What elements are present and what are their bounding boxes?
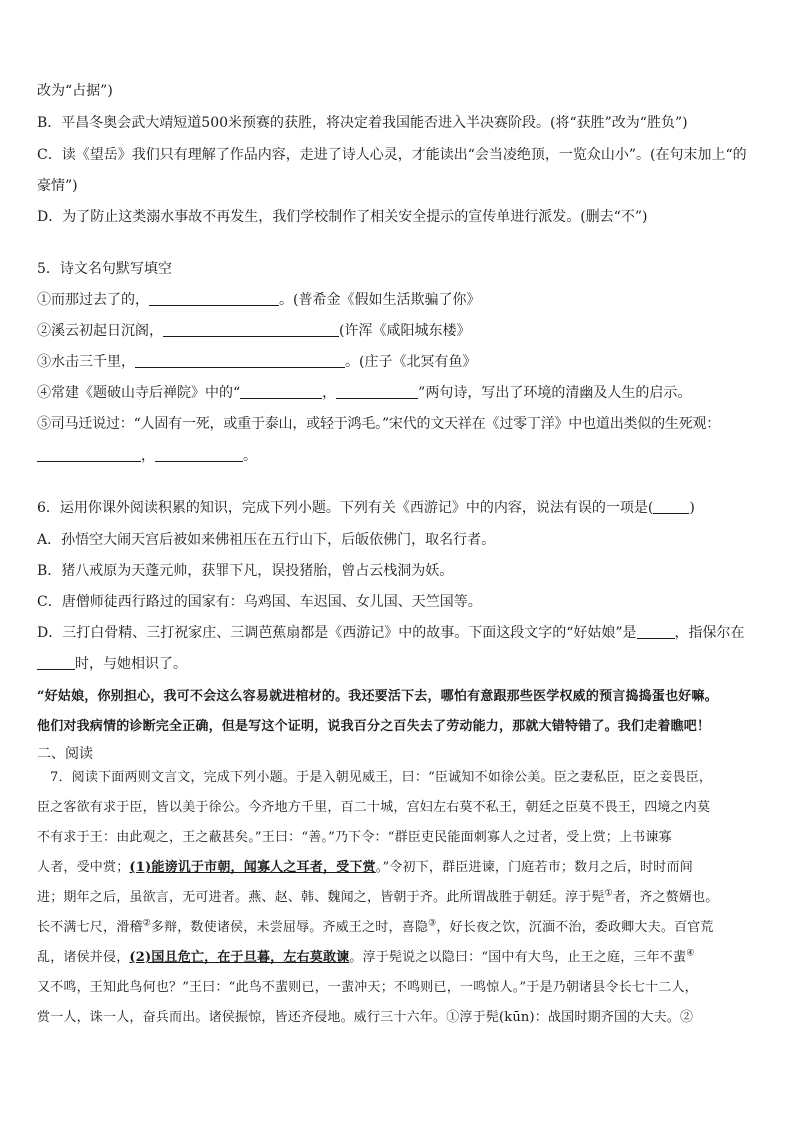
q7-line2: 臣之客欲有求于臣，皆以美于徐公。今齐地方千里，百二十城，宫妇左右莫不私王，朝廷之臣莫不畏王，四境之内莫: [37, 800, 711, 815]
q7-line5: [37, 888, 764, 908]
q5-item-4: [37, 383, 764, 403]
q5-blank-3[interactable]: [135, 353, 345, 368]
q5-item1-source: 。(普希金《假如生活欺骗了你》: [279, 292, 481, 308]
q7-line7: [37, 948, 764, 968]
q5-blank-5b[interactable]: [155, 447, 243, 462]
q7-line6-mid: 多辩，数使诸侯，未尝屈辱。齐威王之时，喜隐: [150, 920, 429, 935]
q6-stem-close: ): [689, 500, 695, 516]
q7-line9: 赏一人，诛一人，奋兵而出。诸侯振惊，皆还齐侵地。威行三十六年。①淳于髡(kūn)：战国时期齐国的大夫。②: [37, 1010, 694, 1025]
q7-line7-pre: 乱，诸侯并侵，: [37, 950, 130, 965]
q6-blank-girl[interactable]: [637, 624, 675, 639]
footnote-marker-2: ②: [142, 918, 151, 929]
q5-item2-prefix: ②溪云初起日沉阁，: [37, 323, 163, 339]
q5-item2-source: (许浑《咸阳城东楼》: [339, 323, 471, 339]
q5-item-1: [37, 290, 764, 310]
q6-option-d-line2: [37, 654, 764, 674]
q4-continuation: 改为“占据”): [37, 83, 113, 99]
q7-line8: 又不鸣，王知此鸟何也？”王曰：“此鸟不蜚则已，一蜚冲天；不鸣则已，一鸣惊人。”于是乃朝诸县令长七十二人，: [37, 980, 698, 995]
q4-option-c-line2: 豪情”): [37, 178, 78, 194]
q5-item-2: [37, 321, 764, 341]
q7-line6: [37, 918, 764, 938]
q7-line1: 7．阅读下面两则文言文，完成下列小题。于是入朝见威王，曰：“臣诚知不如徐公美。臣之妻私臣，臣之妾畏臣，: [50, 770, 713, 785]
q5-item3-prefix: ③水击三千里，: [37, 354, 135, 370]
q5-item4-suffix: ”两句诗，写出了环境的清幽及人生的启示。: [418, 385, 692, 401]
q5-item4-prefix: ④常建《题破山寺后禅院》中的“: [37, 385, 241, 401]
q6-optd-text3: 时，与她相识了。: [75, 656, 187, 672]
q5-item4-comma: ，: [322, 385, 337, 401]
q5-item5-comma: ，: [141, 448, 155, 464]
q7-line4-pre: 人者，受中赏；: [37, 860, 130, 875]
q6-blank-when[interactable]: [37, 655, 75, 670]
section-reading-title: 二、阅读: [37, 746, 93, 762]
q6-option-c: C．唐僧师徒西行路过的国家有：乌鸡国、车迟国、女儿国、天竺国等。: [37, 594, 482, 610]
q5-item-3: [37, 352, 764, 372]
q6-stem: [37, 498, 764, 518]
q7-line3: 不有求于王：由此观之，王之蔽甚矣。”王曰：“善。”乃下令：“群臣吏民能面刺寡人之过者，受上赏；上书谏寡: [37, 830, 672, 845]
q6-option-b: B．猪八戒原为天蓬元帅，获罪下凡，误投猪胎，曾占云栈洞为妖。: [37, 563, 454, 579]
footnote-marker-4: ④: [686, 948, 695, 959]
q7-line4-post: 。”令初下，群臣进谏，门庭若市；数月之后，时时而间: [375, 860, 693, 875]
q6-option-a: A．孙悟空大闹天宫后被如来佛祖压在五行山下，后皈依佛门，取名行者。: [37, 532, 496, 548]
q5-blank-1[interactable]: [149, 291, 279, 306]
q5-item-5-line1: ⑤司马迁说过：“人固有一死，或重于泰山，或轻于鸿毛。”宋代的文天祥在《过零丁洋》中也道出类似的生死观：: [37, 416, 721, 432]
q5-blank-5a[interactable]: [37, 447, 141, 462]
q7-line4: [37, 858, 764, 878]
q6-option-d-line1: [37, 623, 764, 643]
q4-option-c-line1: C．读《望岳》我们只有理解了作品内容，走进了诗人心灵，才能读出“会当凌绝顶，一览众山小”。(在句末加上“的: [37, 147, 747, 163]
q7-line5-pre: 进；期年之后，虽欲言，无可进者。燕、赵、韩、魏闻之，皆朝于齐。此所谓战胜于朝廷。淳于髡: [37, 890, 605, 905]
q6-stem-text: 6．运用你课外阅读积累的知识，完成下列小题。下列有关《西游记》中的内容，说法有误的一项是(: [37, 500, 654, 516]
q5-title: 5．诗文名句默写填空: [37, 261, 172, 277]
q5-blank-4b[interactable]: [336, 384, 418, 399]
q7-underlined-sentence-2: (2)国且危亡，在于旦暮，左右莫敢谏: [129, 950, 350, 965]
q4-option-d: D．为了防止这类溺水事故不再发生，我们学校制作了相关安全提示的宣传单进行派发。(删去“不”): [37, 209, 648, 225]
q7-underlined-sentence-1: (1)能谤讥于市朝，闻寡人之耳者，受下赏: [129, 860, 376, 875]
q5-blank-2[interactable]: [163, 322, 339, 337]
q6-quote-line2: 他们对我病情的诊断完全正确，但是写这个证明，说我百分之百失去了劳动能力，那就大错特错了。我们走着瞧吧！: [37, 719, 711, 734]
q6-optd-text2: ，指保尔在: [674, 625, 745, 641]
q7-line6-pre: 长不满七尺，滑稽: [37, 920, 143, 935]
q5-item5-end: 。: [243, 448, 257, 464]
q5-item-5-line2: [37, 446, 764, 466]
q5-blank-4a[interactable]: [240, 384, 322, 399]
q4-option-b: B．平昌冬奥会武大靖短道500米预赛的获胜，将决定着我国能否进入半决赛阶段。(将“获胜”改为“胜负”): [37, 115, 688, 131]
q7-line7-post: 。淳于髡说之以隐曰：“国中有大鸟，止王之庭，三年不蜚: [349, 950, 687, 965]
q6-optd-text: D．三打白骨精、三打祝家庄、三调芭蕉扇都是《西游记》中的故事。下面这段文字的“好姑娘”是: [37, 625, 637, 641]
q7-line6-post: ，好长夜之饮，沉湎不治，委政卿大夫。百官荒: [436, 920, 714, 935]
footnote-marker-1: ①: [604, 888, 613, 899]
q5-item1-prefix: ①而那过去了的，: [37, 292, 149, 308]
q6-quote-line1: “好姑娘，你别担心，我可不会这么容易就进棺材的。我还要活下去，哪怕有意跟那些医学权威的预言捣捣蛋也好嘛。: [37, 689, 718, 704]
q6-answer-blank[interactable]: [653, 499, 689, 514]
q7-line5-post: 者，齐之赘婿也。: [612, 890, 719, 905]
footnote-marker-3: ③: [428, 918, 437, 929]
q5-item3-source: 。(庄子《北冥有鱼》: [345, 354, 477, 370]
